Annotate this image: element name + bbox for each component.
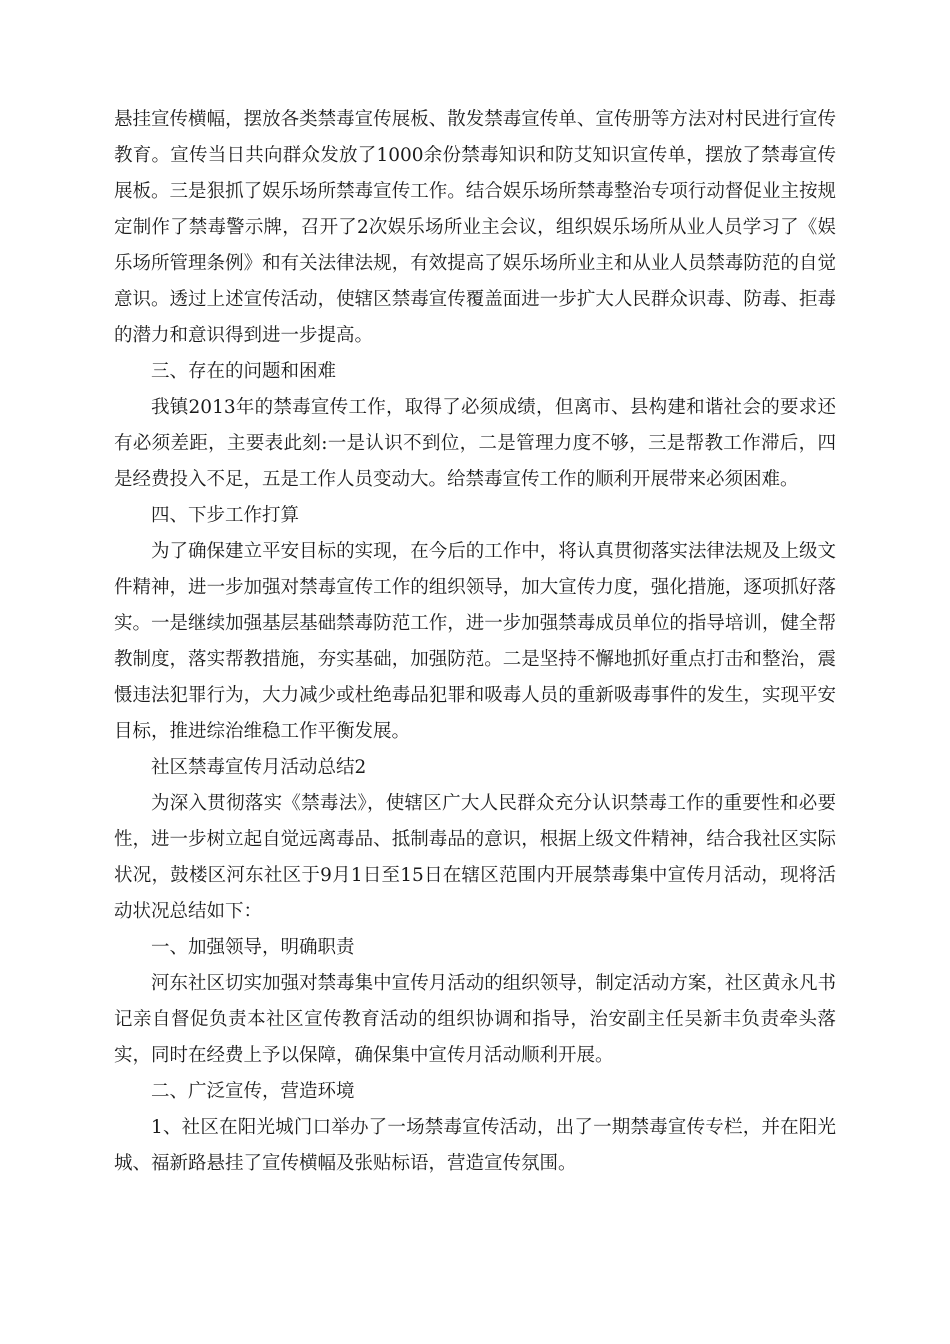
paragraph-next-steps: 为了确保建立平安目标的实现，在今后的工作中，将认真贯彻落实法律法规及上级文件精神，进一步加强对禁毒宣传工作的组织领导，加大宣传力度，强化措施，逐项抓好落实。一是继续加强基层基础禁毒防范工作，进一步加强禁毒成员单位的指导培训，健全帮教制度，落实帮教措施，夯实基础，加强防范。二是坚持不懈地抓好重点打击和整治，震慑违法犯罪行为，大力减少或杜绝毒品犯罪和吸毒人员的重新吸毒事件的发生，实现平安目标，推进综治维稳工作平衡发展。 — [114, 541, 836, 742]
paragraph-intro: 为深入贯彻落实《禁毒法》，使辖区广大人民群众充分认识禁毒工作的重要性和必要性，进一步树立起自觉远离毒品、抵制毒品的意识，根据上级文件精神，结合我社区实际状况，鼓楼区河东社区于9月1日至15日在辖区范围内开展禁毒集中宣传月活动，现将活动状况总结如下： — [114, 793, 836, 922]
paragraph-problems: 我镇2013年的禁毒宣传工作，取得了必须成绩，但离市、县构建和谐社会的要求还有必须差距，主要表此刻:一是认识不到位，二是管理力度不够，三是帮教工作滞后，四是经费投入不足，五是工作人员变动大。给禁毒宣传工作的顺利开展带来必须困难。 — [114, 397, 836, 490]
paragraph-continuation: 悬挂宣传横幅，摆放各类禁毒宣传展板、散发禁毒宣传单、宣传册等方法对村民进行宣传教育。宣传当日共向群众发放了1000余份禁毒知识和防艾知识宣传单，摆放了禁毒宣传展板。三是狠抓了娱乐场所禁毒宣传工作。结合娱乐场所禁毒整治专项行动督促业主按规定制作了禁毒警示牌，召开了2次娱乐场所业主会议，组织娱乐场所从业人员学习了《娱乐场所管理条例》和有关法律法规，有效提高了娱乐场所业主和从业人员禁毒防范的自觉意识。透过上述宣传活动，使辖区禁毒宣传覆盖面进一步扩大人民群众识毒、防毒、拒毒的潜力和意识得到进一步提高。 — [114, 109, 836, 346]
section-heading-next-steps: 四、下步工作打算 — [151, 505, 300, 526]
document-body — [114, 102, 836, 1182]
document-title-summary-2: 社区禁毒宣传月活动总结2 — [151, 757, 367, 778]
section-heading-publicity: 二、广泛宣传，营造环境 — [151, 1081, 355, 1102]
section-heading-problems: 三、存在的问题和困难 — [151, 361, 337, 382]
paragraph-publicity: 1、社区在阳光城门口举办了一场禁毒宣传活动，出了一期禁毒宣传专栏，并在阳光城、福新路悬挂了宣传横幅及张贴标语，营造宣传氛围。 — [114, 1117, 836, 1174]
section-heading-leadership: 一、加强领导，明确职责 — [151, 937, 355, 958]
paragraph-leadership: 河东社区切实加强对禁毒集中宣传月活动的组织领导，制定活动方案，社区黄永凡书记亲自督促负责本社区宣传教育活动的组织协调和指导，治安副主任吴新丰负责牵头落实，同时在经费上予以保障，确保集中宣传月活动顺利开展。 — [114, 973, 836, 1066]
